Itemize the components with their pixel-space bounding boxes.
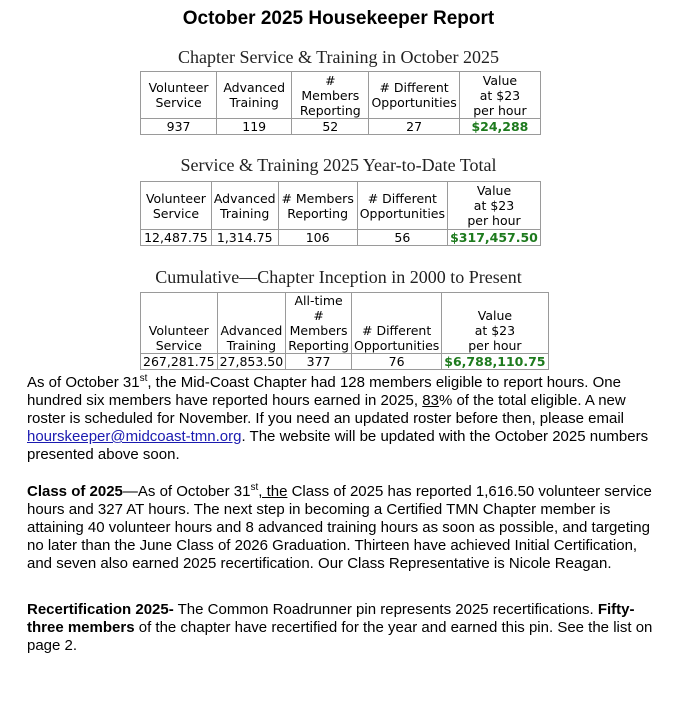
october-advanced-training: 119	[217, 119, 292, 135]
october-section-title: Chapter Service & Training in October 2025	[178, 47, 499, 67]
cumulative-members-reporting: 377	[286, 354, 352, 370]
ytd-section-title: Service & Training 2025 Year-to-Date Total	[180, 155, 497, 175]
header-value: Value at $23 per hour	[459, 72, 540, 119]
cumulative-different-opportunities: 76	[351, 354, 441, 370]
header-members-reporting: # Members Reporting	[278, 182, 357, 230]
cumulative-advanced-training: 27,853.50	[217, 354, 286, 370]
cumulative-section-title: Cumulative—Chapter Inception in 2000 to Present	[155, 267, 522, 287]
header-advanced-training: Advanced Training	[211, 182, 278, 230]
october-table	[140, 71, 541, 135]
october-volunteer-service: 937	[141, 119, 217, 135]
header-volunteer-service: Volunteer Service	[141, 72, 217, 119]
cumulative-value: $6,788,110.75	[442, 354, 548, 370]
ytd-value: $317,457.50	[448, 230, 541, 246]
october-members-reporting: 52	[292, 119, 369, 135]
header-different-opportunities: # Different Opportunities	[351, 293, 441, 354]
header-different-opportunities: # Different Opportunities	[357, 182, 447, 230]
report-title: October 2025 Housekeeper Report	[182, 8, 495, 29]
roster-paragraph: As of October 31st, the Mid-Coast Chapter had 128 members eligible to report hours. One hundred six members have reported hours earned in 2025, 83% of the total eligible. A new roster is scheduled for November. If you need an updated roster before then, please email hourskeeper@midcoast-tmn.org. The website will be updated with the October 2025 numbers presented above soon.	[27, 373, 649, 463]
ytd-members-reporting: 106	[278, 230, 357, 246]
cumulative-volunteer-service: 267,281.75	[141, 354, 218, 370]
ytd-volunteer-service: 12,487.75	[141, 230, 212, 246]
email-link[interactable]: hourskeeper@midcoast-tmn.org	[27, 428, 242, 445]
header-value: Value at $23 per hour	[442, 293, 548, 354]
header-volunteer-service: Volunteer Service	[141, 182, 212, 230]
header-advanced-training: Advanced Training	[217, 293, 286, 354]
cumulative-table	[140, 292, 549, 370]
ytd-different-opportunities: 56	[357, 230, 447, 246]
header-advanced-training: Advanced Training	[217, 72, 292, 119]
header-volunteer-service: Volunteer Service	[141, 293, 218, 354]
header-members-reporting: # Members Reporting	[292, 72, 369, 119]
header-all-time-members-reporting: All-time # Members Reporting	[286, 293, 352, 354]
ytd-table	[140, 181, 541, 246]
header-different-opportunities: # Different Opportunities	[369, 72, 459, 119]
october-value: $24,288	[459, 119, 540, 135]
header-value: Value at $23 per hour	[448, 182, 541, 230]
recertification-paragraph: Recertification 2025- The Common Roadrunner pin represents 2025 recertifications. Fifty-three members of the chapter have recertified for the year and earned this pin. See the list on page 2.	[27, 601, 653, 654]
ytd-advanced-training: 1,314.75	[211, 230, 278, 246]
class-of-2025-paragraph: Class of 2025—As of October 31st, the Class of 2025 has reported 1,616.50 volunteer service hours and 327 AT hours. The next step in becoming a Certified TMN Chapter member is attaining 40 volunteer hours and 8 advanced training hours as soon as possible, and targeting no later than the June Class of 2026 Graduation. Thirteen have achieved Initial Certification, and seven also earned 2025 recertification. Our Class Representative is Nicole Reagan.	[27, 482, 652, 572]
october-different-opportunities: 27	[369, 119, 459, 135]
